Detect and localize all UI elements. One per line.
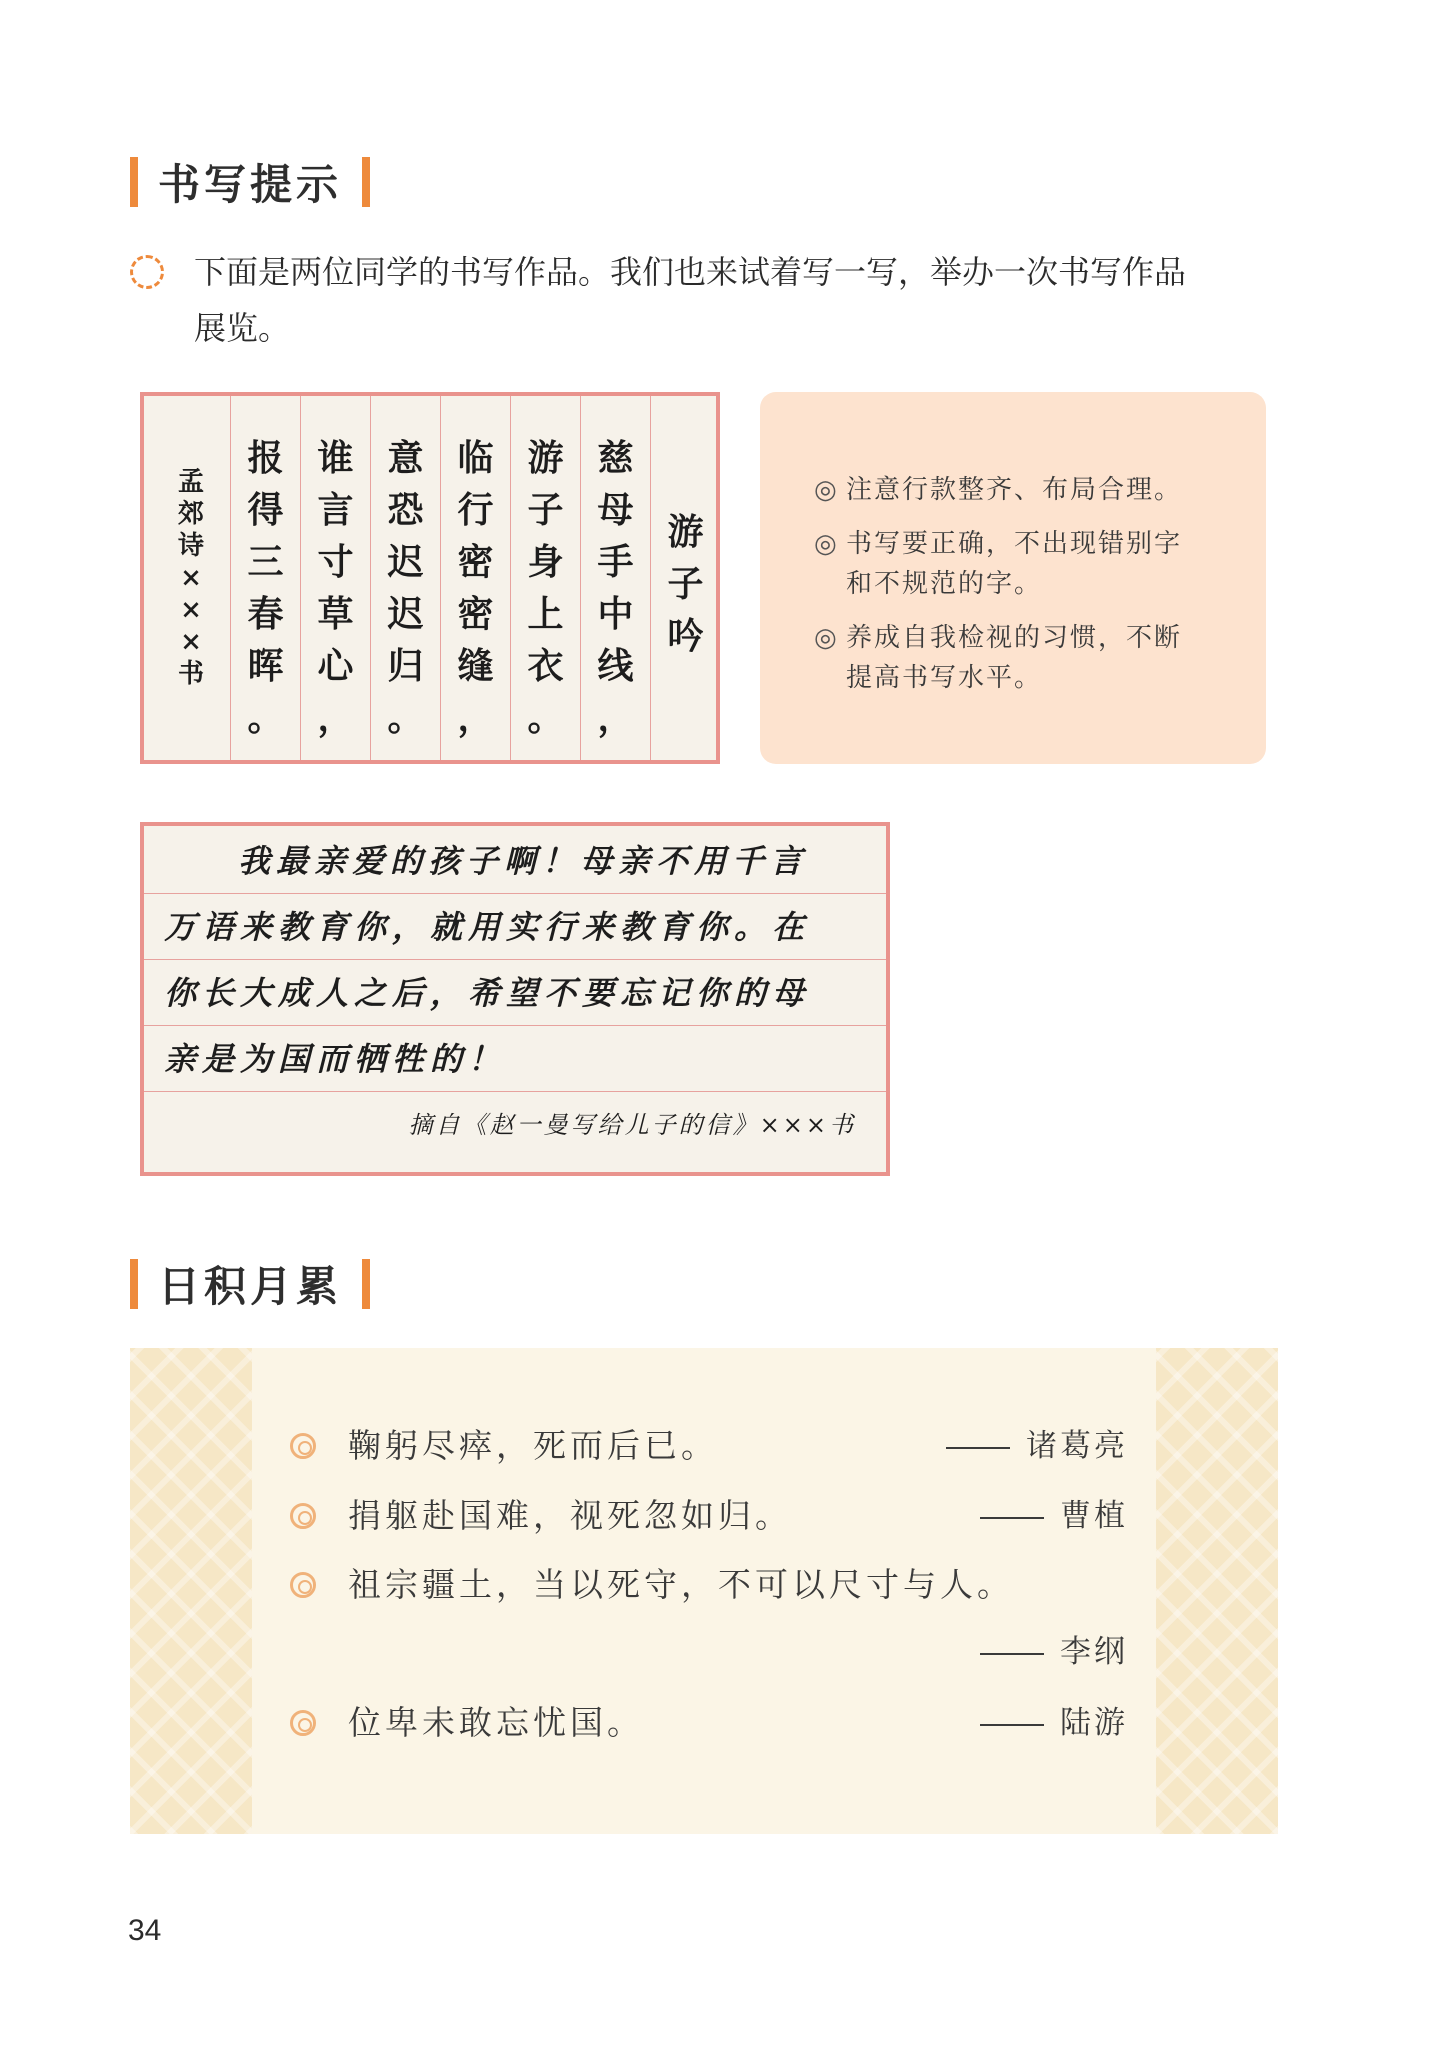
task-instruction: [194, 244, 1186, 356]
poem-char: 意: [387, 437, 424, 479]
section-title: 书写提示: [158, 160, 343, 209]
quote-author: [980, 1701, 1128, 1745]
quote-bullet-icon: [290, 1433, 316, 1459]
poem-title-char: 游: [667, 511, 704, 553]
quote-bullet-icon: [290, 1572, 316, 1598]
section-heading-writing-tips: [130, 152, 370, 212]
tip-line: 注意行款整齐、布局合理。: [846, 475, 1183, 505]
heading-bar-left: [130, 1259, 138, 1309]
poem-char: 谁: [317, 437, 354, 479]
quote-bullet-icon: [290, 1503, 316, 1529]
tip-mark: ◎: [814, 623, 839, 653]
page-number: 34: [128, 1914, 162, 1947]
author-name: 诸葛亮: [1026, 1428, 1128, 1464]
poem-char: 子: [527, 489, 564, 531]
em-dash: [980, 1653, 1044, 1655]
task-line-2: 展览。: [194, 309, 291, 347]
poem-char: 言: [317, 489, 354, 531]
poem-char: 衣: [527, 645, 564, 687]
poem-char: 身: [527, 541, 564, 583]
quotes-panel: [130, 1348, 1278, 1834]
poem-char: 草: [317, 593, 354, 635]
poem-char: 。: [527, 697, 564, 739]
section-title: 日积月累: [158, 1262, 343, 1311]
em-dash: [980, 1724, 1044, 1726]
poem-column: [230, 396, 300, 760]
poem-char: 寸: [317, 541, 354, 583]
quote-author: [980, 1630, 1128, 1674]
letter-line: 我最亲爱的孩子啊！母亲不用千言: [144, 828, 886, 894]
signature-char: ×: [180, 627, 202, 657]
letter-source: 摘自《赵一曼写给儿子的信》×××书: [408, 1111, 856, 1139]
author-name: 李纲: [1060, 1634, 1128, 1670]
quote-text: 祖宗疆土，当以死守，不可以尺寸与人。: [348, 1565, 1014, 1604]
signature-char: 孟: [177, 467, 204, 497]
tip-item: [814, 524, 1244, 604]
poem-char: 迟: [387, 541, 424, 583]
poem-column: [300, 396, 370, 760]
tip-line: 书写要正确，不出现错别字: [846, 529, 1183, 559]
poem-char: 心: [317, 645, 354, 687]
poem-calligraphy-sheet: [140, 392, 720, 764]
tip-item: [814, 618, 1244, 698]
letter-line: 万语来教育你，就用实行来教育你。在: [144, 894, 886, 960]
poem-char: 手: [597, 541, 634, 583]
poem-char: 缝: [457, 645, 494, 687]
poem-title-column: [650, 396, 720, 760]
heading-bar-right: [362, 157, 370, 207]
poem-column: [510, 396, 580, 760]
poem-char: 游: [527, 437, 564, 479]
poem-char: 行: [457, 489, 494, 531]
heading-bar-right: [362, 1259, 370, 1309]
section-heading-daily-accumulation: [130, 1254, 370, 1314]
panel-ornament-left: [130, 1348, 252, 1834]
writing-tips-box: [760, 392, 1266, 764]
signature-char: 书: [177, 659, 204, 689]
poem-char: 中: [597, 593, 634, 635]
poem-char: 报: [247, 437, 284, 479]
tip-line: 提高书写水平。: [846, 663, 1043, 693]
poem-char: 三: [247, 541, 284, 583]
poem-char: 春: [247, 593, 284, 635]
author-name: 陆游: [1060, 1705, 1128, 1741]
poem-char: ，: [317, 697, 354, 739]
quote-text: 鞠躬尽瘁，死而后已。: [348, 1426, 718, 1465]
poem-column: [580, 396, 650, 760]
poem-char: ，: [457, 697, 494, 739]
tip-mark: ◎: [814, 529, 839, 559]
task-circle-icon: [130, 255, 164, 289]
tip-item: [814, 470, 1244, 510]
poem-title-char: 子: [667, 563, 704, 605]
poem-column: [370, 396, 440, 760]
tip-mark: ◎: [814, 475, 839, 505]
quote-author: [946, 1424, 1128, 1468]
signature-char: ×: [180, 563, 202, 593]
heading-bar-left: [130, 157, 138, 207]
poem-char: ，: [597, 697, 634, 739]
em-dash: [946, 1447, 1010, 1449]
poem-column: [440, 396, 510, 760]
poem-char: 母: [597, 489, 634, 531]
poem-char: 慈: [597, 437, 634, 479]
poem-char: 临: [457, 437, 494, 479]
poem-char: 归: [387, 645, 424, 687]
letter-calligraphy-sheet: [140, 822, 890, 1176]
poem-char: 晖: [247, 645, 284, 687]
letter-line: 你长大成人之后，希望不要忘记你的母: [144, 960, 886, 1026]
poem-char: 。: [387, 697, 424, 739]
tip-line: 养成自我检视的习惯，不断: [846, 623, 1183, 653]
panel-ornament-right: [1156, 1348, 1278, 1834]
poem-char: 恐: [387, 489, 424, 531]
poem-signature-column: [152, 396, 230, 760]
quote-author: [980, 1494, 1128, 1538]
letter-line: 亲是为国而牺牲的！: [144, 1026, 886, 1092]
poem-char: 线: [597, 645, 634, 687]
quote-bullet-icon: [290, 1710, 316, 1736]
poem-title-char: 吟: [667, 615, 704, 657]
author-name: 曹植: [1060, 1498, 1128, 1534]
poem-char: 迟: [387, 593, 424, 635]
tip-line: 和不规范的字。: [846, 569, 1043, 599]
signature-char: ×: [180, 595, 202, 625]
quote-text: 捐躯赴国难，视死忽如归。: [348, 1496, 792, 1535]
tips-list: [814, 470, 1244, 698]
quote-text: 位卑未敢忘忧国。: [348, 1703, 644, 1742]
poem-char: 得: [247, 489, 284, 531]
poem-char: 密: [457, 593, 494, 635]
signature-char: 诗: [177, 531, 204, 561]
poem-char: 。: [247, 697, 284, 739]
task-line-1: 下面是两位同学的书写作品。我们也来试着写一写，举办一次书写作品: [194, 253, 1187, 291]
em-dash: [980, 1517, 1044, 1519]
signature-char: 郊: [177, 499, 204, 529]
poem-char: 上: [527, 593, 564, 635]
poem-char: 密: [457, 541, 494, 583]
